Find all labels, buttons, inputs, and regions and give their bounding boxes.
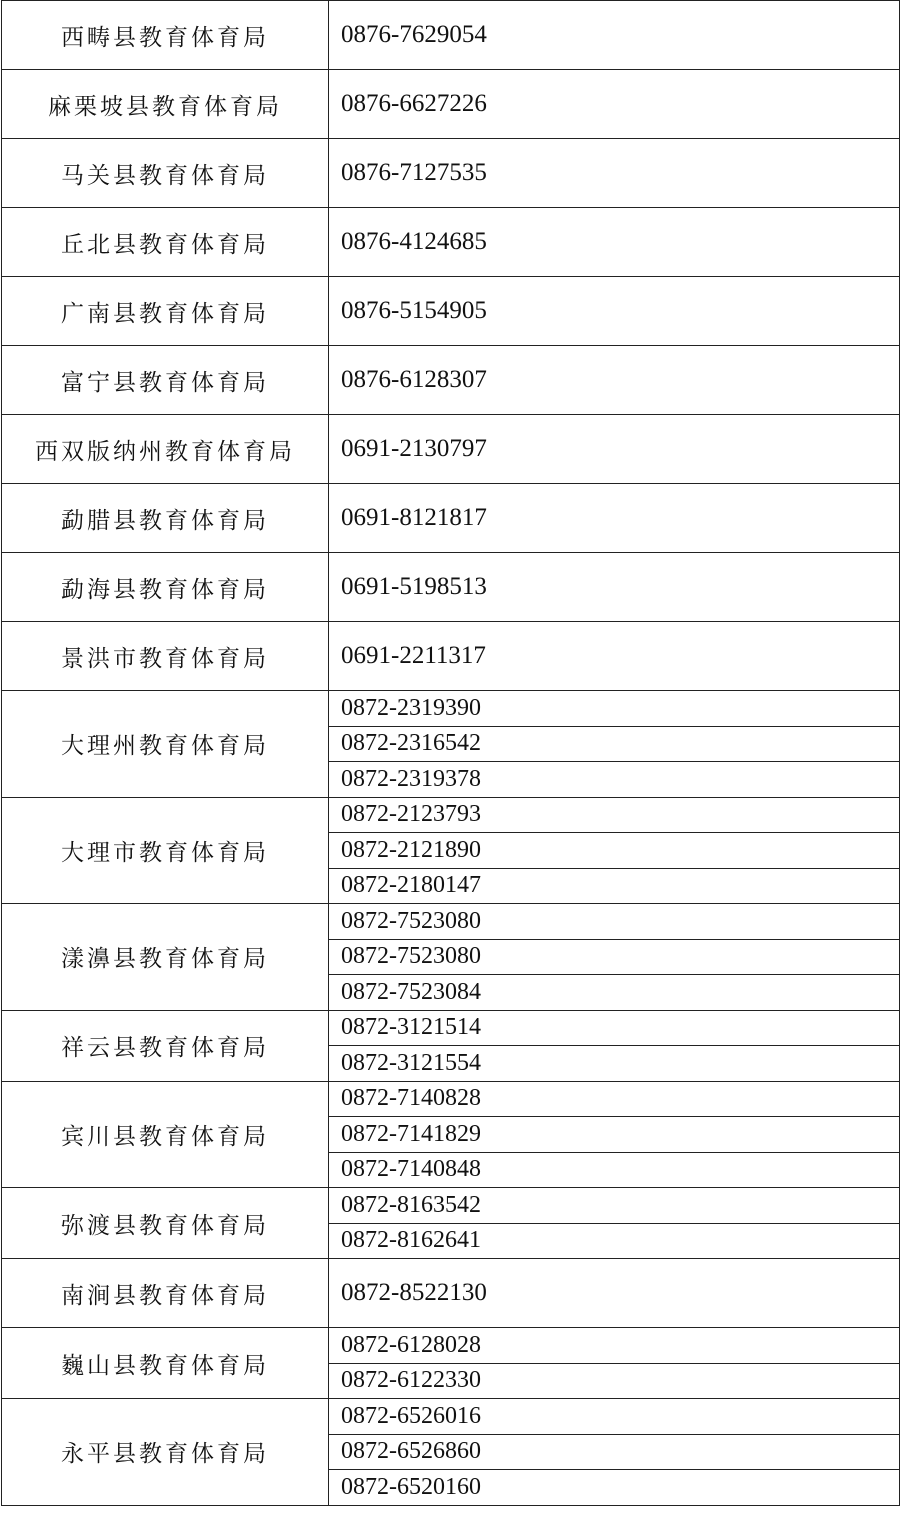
table-row <box>2 484 900 553</box>
phone-number-cell: 0872-7140828 <box>329 1081 900 1117</box>
phone-number-cell: 0872-7523084 <box>329 975 900 1011</box>
table-row <box>2 415 900 484</box>
org-name-cell: 马关县教育体育局 <box>2 139 329 208</box>
phone-number-cell: 0691-2211317 <box>329 622 900 691</box>
phone-number-cell: 0876-7629054 <box>329 1 900 70</box>
table-row <box>2 1081 900 1117</box>
phone-number-cell: 0872-7523080 <box>329 904 900 940</box>
table-row <box>2 277 900 346</box>
org-name-cell: 景洪市教育体育局 <box>2 622 329 691</box>
table-row <box>2 346 900 415</box>
phone-number-cell: 0872-2121890 <box>329 833 900 869</box>
phone-number-cell: 0872-8162641 <box>329 1223 900 1259</box>
phone-number-cell: 0872-7140848 <box>329 1152 900 1188</box>
org-name-cell: 漾濞县教育体育局 <box>2 904 329 1011</box>
table-row <box>2 70 900 139</box>
table-row <box>2 622 900 691</box>
org-name-cell: 祥云县教育体育局 <box>2 1010 329 1081</box>
phone-number-cell: 0876-6627226 <box>329 70 900 139</box>
phone-number-cell: 0691-8121817 <box>329 484 900 553</box>
org-name-cell: 丘北县教育体育局 <box>2 208 329 277</box>
phone-number-cell: 0872-3121514 <box>329 1010 900 1046</box>
org-name-cell: 广南县教育体育局 <box>2 277 329 346</box>
phone-number-cell: 0872-6520160 <box>329 1470 900 1506</box>
org-name-cell: 大理市教育体育局 <box>2 797 329 904</box>
table-row <box>2 691 900 727</box>
phone-number-cell: 0872-8163542 <box>329 1188 900 1224</box>
phone-number-cell: 0872-2316542 <box>329 726 900 762</box>
phone-number-cell: 0872-7523080 <box>329 939 900 975</box>
phone-number-cell: 0876-5154905 <box>329 277 900 346</box>
org-name-cell: 巍山县教育体育局 <box>2 1328 329 1399</box>
contact-table <box>1 0 900 1506</box>
contact-table-body <box>2 1 900 1506</box>
phone-number-cell: 0876-6128307 <box>329 346 900 415</box>
phone-number-cell: 0872-2319378 <box>329 762 900 798</box>
phone-number-cell: 0691-5198513 <box>329 553 900 622</box>
org-name-cell: 麻栗坡县教育体育局 <box>2 70 329 139</box>
phone-number-cell: 0872-8522130 <box>329 1259 900 1328</box>
table-row <box>2 797 900 833</box>
phone-number-cell: 0872-2123793 <box>329 797 900 833</box>
table-row <box>2 139 900 208</box>
phone-number-cell: 0872-6122330 <box>329 1363 900 1399</box>
table-row <box>2 1399 900 1435</box>
phone-number-cell: 0872-7141829 <box>329 1117 900 1153</box>
phone-number-cell: 0872-2319390 <box>329 691 900 727</box>
phone-number-cell: 0872-6526860 <box>329 1434 900 1470</box>
phone-number-cell: 0872-3121554 <box>329 1046 900 1082</box>
table-row <box>2 1010 900 1046</box>
phone-number-cell: 0872-2180147 <box>329 868 900 904</box>
org-name-cell: 勐海县教育体育局 <box>2 553 329 622</box>
org-name-cell: 西畴县教育体育局 <box>2 1 329 70</box>
phone-number-cell: 0876-4124685 <box>329 208 900 277</box>
phone-number-cell: 0872-6128028 <box>329 1328 900 1364</box>
phone-number-cell: 0872-6526016 <box>329 1399 900 1435</box>
org-name-cell: 富宁县教育体育局 <box>2 346 329 415</box>
table-row <box>2 208 900 277</box>
table-row <box>2 553 900 622</box>
org-name-cell: 永平县教育体育局 <box>2 1399 329 1506</box>
org-name-cell: 宾川县教育体育局 <box>2 1081 329 1188</box>
table-row <box>2 1 900 70</box>
phone-number-cell: 0691-2130797 <box>329 415 900 484</box>
table-row <box>2 1259 900 1328</box>
table-row <box>2 904 900 940</box>
table-row <box>2 1328 900 1364</box>
org-name-cell: 勐腊县教育体育局 <box>2 484 329 553</box>
table-row <box>2 1188 900 1224</box>
org-name-cell: 大理州教育体育局 <box>2 691 329 798</box>
org-name-cell: 弥渡县教育体育局 <box>2 1188 329 1259</box>
phone-number-cell: 0876-7127535 <box>329 139 900 208</box>
org-name-cell: 西双版纳州教育体育局 <box>2 415 329 484</box>
org-name-cell: 南涧县教育体育局 <box>2 1259 329 1328</box>
